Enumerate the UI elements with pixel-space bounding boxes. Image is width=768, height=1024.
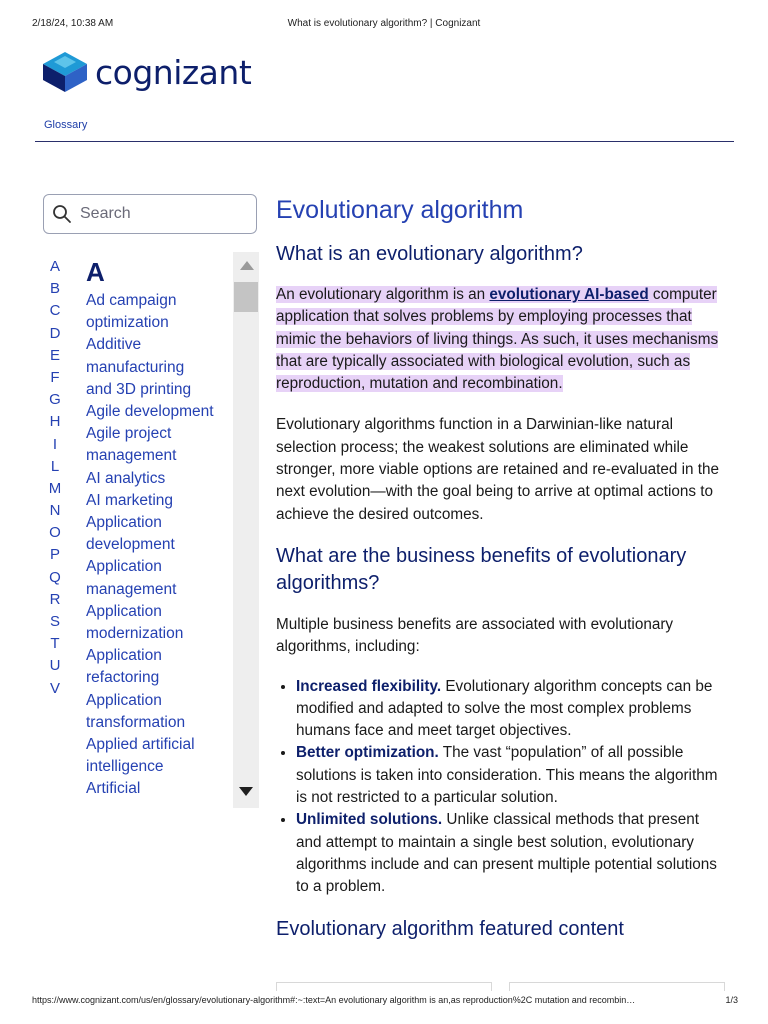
alphabet-letter-a[interactable]: A <box>49 258 60 275</box>
term-link[interactable]: Artificial <box>86 780 141 798</box>
print-datetime: 2/18/24, 10:38 AM <box>32 18 114 29</box>
term-link[interactable]: refactoring <box>86 669 160 687</box>
term-link[interactable]: Ad campaign <box>86 292 177 309</box>
scroll-down-arrow-icon[interactable] <box>239 787 253 796</box>
alphabet-letter-p[interactable]: P <box>49 546 60 564</box>
term-link[interactable]: modernization <box>86 625 184 643</box>
scrollbar-thumb[interactable] <box>234 282 258 312</box>
print-footer <box>0 995 768 1009</box>
alphabet-letter-g[interactable]: G <box>49 391 61 409</box>
term-link[interactable]: Application <box>86 602 162 620</box>
alphabet-letter-n[interactable]: N <box>49 502 61 520</box>
alphabet-letter-m[interactable]: M <box>48 479 62 497</box>
term-link[interactable]: management <box>86 580 177 598</box>
header-divider <box>35 141 734 142</box>
term-link[interactable]: Application <box>86 647 162 665</box>
print-header <box>0 18 768 32</box>
cognizant-logo[interactable] <box>43 52 251 92</box>
term-section-letter: A <box>86 257 105 287</box>
alphabet-nav <box>48 256 62 700</box>
benefits-list <box>276 676 728 899</box>
scroll-up-arrow-icon[interactable] <box>240 261 254 270</box>
alphabet-letter-u[interactable]: U <box>49 657 61 675</box>
term-link[interactable]: intelligence <box>86 758 164 776</box>
intro-paragraph <box>276 284 728 395</box>
evolutionary-ai-link[interactable]: evolutionary AI-based <box>489 286 649 303</box>
term-link[interactable]: manufacturing <box>86 358 185 376</box>
search-input[interactable] <box>78 204 242 224</box>
cognizant-logo-mark-icon <box>43 52 87 92</box>
alphabet-letter-f[interactable]: F <box>50 368 60 386</box>
search-icon <box>52 204 72 224</box>
benefit-title: Unlimited solutions. <box>296 811 443 829</box>
featured-card[interactable] <box>509 982 725 991</box>
alphabet-letter-i[interactable]: I <box>52 435 58 453</box>
list-item <box>296 676 728 743</box>
alphabet-letter-h[interactable]: H <box>49 413 61 431</box>
alphabet-letter-b[interactable]: B <box>49 280 60 298</box>
term-link[interactable]: Agile project <box>86 425 172 443</box>
term-link[interactable]: management <box>86 447 177 465</box>
print-url: https://www.cognizant.com/us/en/glossary/evolutionary-algorithm#:~:text=An evolutionary algorithm is an,as reproduction%2C mutation and recombin… <box>32 995 636 1005</box>
alphabet-letter-r[interactable]: R <box>49 590 61 608</box>
alphabet-letter-o[interactable]: O <box>49 524 61 542</box>
term-link[interactable]: Application <box>86 558 162 576</box>
benefit-title: Better optimization. <box>296 744 439 762</box>
term-link[interactable]: AI analytics <box>86 469 166 487</box>
intro-text-before: An evolutionary algorithm is an <box>276 286 490 303</box>
term-list-scrollbar[interactable] <box>233 252 259 808</box>
print-page-title: What is evolutionary algorithm? | Cognizant <box>287 18 481 29</box>
benefit-title: Increased flexibility. <box>296 677 442 695</box>
glossary-term-list <box>86 256 232 806</box>
section-heading-what: What is an evolutionary algorithm? <box>276 243 583 265</box>
page-title: Evolutionary algorithm <box>276 196 524 224</box>
section-heading-benefits: What are the business benefits of evolutionary algorithms? <box>276 544 687 594</box>
section-heading-featured: Evolutionary algorithm featured content <box>276 917 624 940</box>
term-link[interactable]: Agile development <box>86 403 214 421</box>
alphabet-letter-c[interactable]: C <box>49 302 61 320</box>
benefits-intro-paragraph: Multiple business benefits are associated with evolutionary algorithms, including: <box>276 615 674 656</box>
brand-wordmark: cognizant <box>95 52 252 92</box>
search-box[interactable] <box>43 194 257 234</box>
term-link[interactable]: AI marketing <box>86 491 174 509</box>
darwinian-paragraph: Evolutionary algorithms function in a Darwinian-like natural selection process; the weakest solutions are eliminated while stronger, more viable options are retained and re-evaluated in the next evolution—with the goal being to arrive at optimal actions to achieve the desired outcomes. <box>276 416 720 523</box>
term-link[interactable]: and 3D printing <box>86 380 192 398</box>
term-link[interactable]: development <box>86 536 175 554</box>
print-page-number: 1/3 <box>725 995 738 1005</box>
alphabet-letter-l[interactable]: L <box>50 457 60 475</box>
term-link[interactable]: optimization <box>86 314 169 332</box>
term-link[interactable]: Application <box>86 514 162 532</box>
intro-text-after: computer application that solves problems by employing processes that mimic the behaviors of living things. As such, it uses mechanisms that are typically associated with biological evolution, such as reproduction, mutation and recombination. <box>276 286 719 393</box>
benefit-text: The vast “population” of all possible solutions is taken into consideration. This means the algorithm is not restricted to a particular solution. <box>296 744 718 807</box>
alphabet-letter-t[interactable]: T <box>50 635 60 653</box>
benefit-text: Evolutionary algorithm concepts can be modified and adapted to solve the most complex problems humans face and meet target objectives. <box>296 677 713 740</box>
article-content <box>276 194 728 943</box>
term-link[interactable]: Applied artificial <box>86 736 195 754</box>
term-link[interactable]: transformation <box>86 713 186 731</box>
alphabet-letter-v[interactable]: V <box>49 679 60 697</box>
list-item <box>296 809 728 898</box>
alphabet-letter-d[interactable]: D <box>49 324 61 342</box>
alphabet-letter-q[interactable]: Q <box>49 568 61 586</box>
nav-glossary-link[interactable]: Glossary <box>44 119 88 131</box>
alphabet-letter-e[interactable]: E <box>49 346 60 364</box>
list-item <box>296 742 728 809</box>
alphabet-letter-s[interactable]: S <box>49 613 60 630</box>
benefit-text: Unlike classical methods that present and attempt to maintain a single best solution, evolutionary algorithms include and can present multiple potential solutions to a problem. <box>296 811 717 896</box>
term-link[interactable]: Application <box>86 691 162 709</box>
highlighted-text <box>276 286 718 392</box>
featured-card[interactable] <box>276 982 492 991</box>
term-link[interactable]: Additive <box>86 336 142 354</box>
